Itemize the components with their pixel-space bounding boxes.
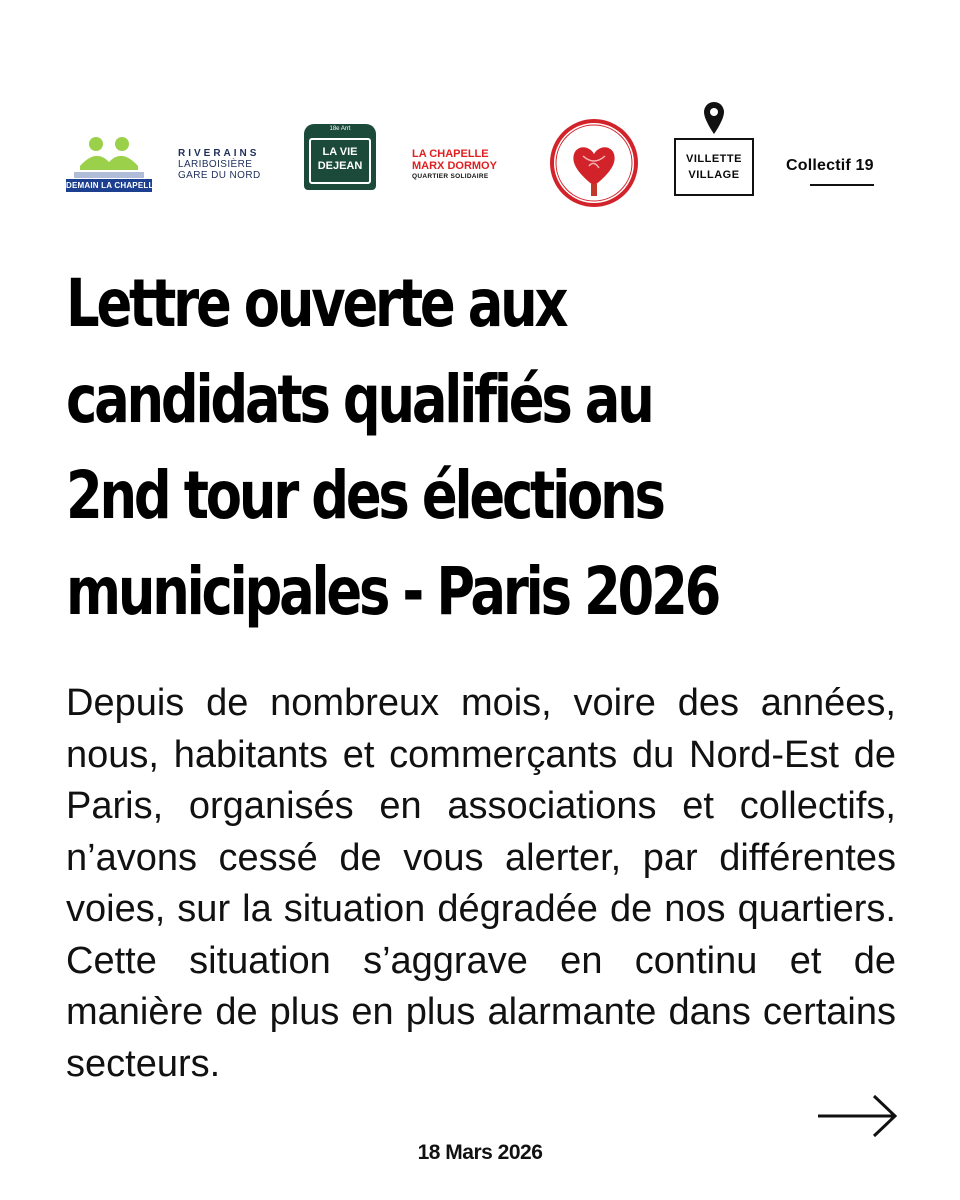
villette-line-1: VILLETTE: [686, 153, 742, 165]
dejean-sign: [309, 138, 371, 184]
dejean-line-2: DEJEAN: [317, 160, 363, 172]
riverains-title: RIVERAINS: [178, 148, 260, 159]
intro-paragraph: Depuis de nombreux mois, voire des années, nous, habitants et commerçants du Nord-Est de Paris, organisés en associations et collectifs, n’avons cessé de vous alerter, par différentes voies, sur la situation dégradée de nos quartiers. Cette situation s’aggrave en continu et de manière de plus en plus alarmante dans certains secteurs.: [66, 682, 896, 1085]
dejean-arrondissement: 18e Arrt: [329, 126, 351, 132]
collectif-19-label: Collectif 19: [786, 157, 874, 174]
marx-line-1: LA CHAPELLE: [412, 148, 489, 160]
partner-logos-row: [0, 0, 960, 240]
riverains-line-2: LARIBOISIÈRE: [178, 159, 253, 170]
marx-dormoy-logo: [412, 148, 520, 188]
page-title: Lettre ouverte aux candidats qualifiés au 2nd tour des élections municipales - Paris 2026: [66, 265, 719, 630]
la-vie-dejean-logo: [304, 124, 376, 190]
villette-village-logo: [672, 100, 758, 200]
dejean-line-1: LA VIE: [322, 146, 358, 158]
people-figures-icon: [66, 136, 152, 180]
marx-line-3: QUARTIER SOLIDAIRE: [412, 173, 489, 180]
collectif-19-underline: [810, 184, 874, 186]
riverains-logo: [178, 148, 268, 188]
map-pin-icon: [672, 100, 758, 138]
demain-la-chapelle-label: DEMAIN LA CHAPELLE: [66, 181, 160, 190]
publication-date: 18 Mars 2026: [417, 1141, 543, 1164]
marx-line-2: MARX DORMOY: [412, 160, 497, 172]
villette-box: [674, 138, 754, 196]
clignancourt-logo: [549, 118, 639, 208]
next-arrow-icon[interactable]: [816, 1092, 898, 1140]
demain-la-chapelle-logo: [66, 136, 160, 192]
clignancourt-badge-icon: [549, 118, 639, 208]
riverains-line-3: GARE DU NORD: [178, 170, 261, 181]
collectif-19-logo: [786, 156, 900, 196]
villette-line-2: VILLAGE: [688, 169, 740, 181]
